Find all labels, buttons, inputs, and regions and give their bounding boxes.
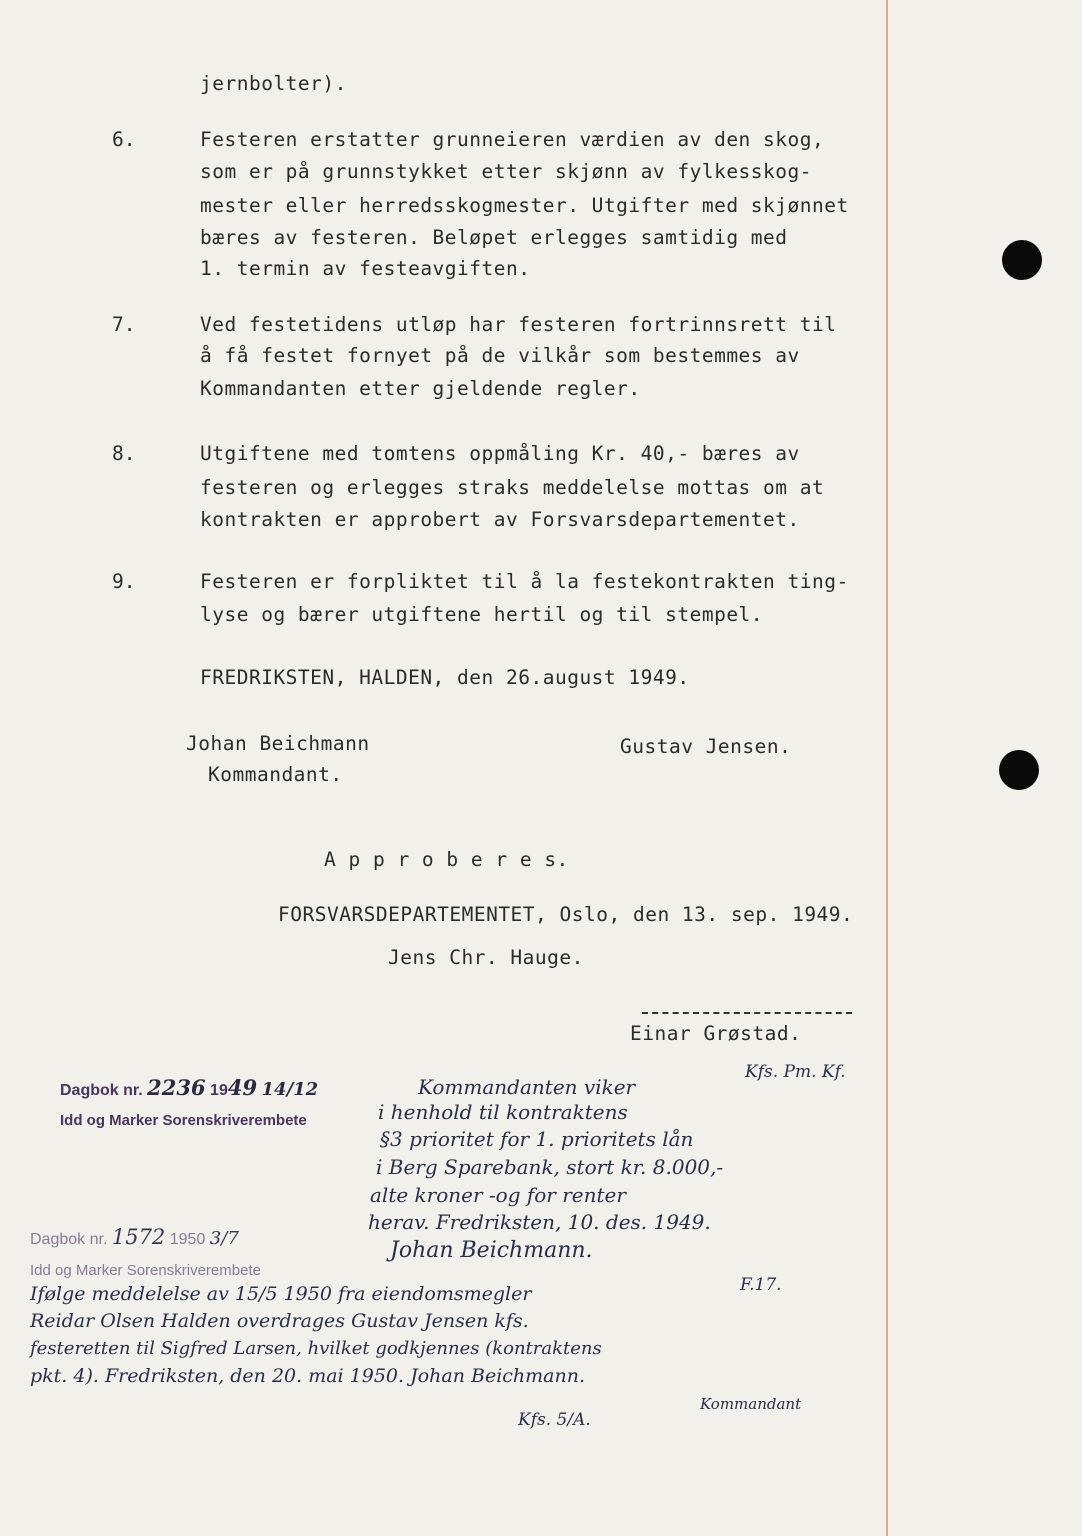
handwriting-title: Kommandant xyxy=(700,1395,802,1413)
handwriting-line: §3 prioritet for 1. prioritets lån xyxy=(380,1127,694,1151)
text-line: Kommandanten etter gjeldende regler. xyxy=(200,377,641,400)
stamp-dagbok-2 xyxy=(30,1225,239,1249)
stamp-year-prefix: 19 xyxy=(210,1082,228,1099)
place-date: FREDRIKSTEN, HALDEN, den 26.august 1949. xyxy=(200,666,690,689)
stamp-office-2: Idd og Marker Sorenskriverembete xyxy=(30,1262,261,1279)
stamp-year-suffix: 49 xyxy=(227,1075,258,1100)
item-number: 6. xyxy=(112,128,136,151)
approval-line: FORSVARSDEPARTEMENTET, Oslo, den 13. sep. 1949. xyxy=(278,903,854,926)
stamp-label: Dagbok nr. xyxy=(60,1082,143,1099)
handwriting-initials: Kfs. Pm. Kf. xyxy=(745,1062,846,1082)
stamp-dagbok-1 xyxy=(60,1075,318,1100)
approval-heading: A p p r o b e r e s. xyxy=(324,848,569,871)
signature-rule xyxy=(642,1012,852,1014)
text-line: mester eller herredsskogmester. Utgifter med skjønnet xyxy=(200,194,849,217)
item-number: 9. xyxy=(112,570,136,593)
handwriting-line: i henhold til kontraktens xyxy=(378,1100,628,1124)
text-line: Ved festetidens utløp har festeren fortrinnsrett til xyxy=(200,313,837,336)
handwriting-line: festeretten til Sigfred Larsen, hvilket godkjennes (kontraktens xyxy=(30,1338,602,1359)
handwriting-line: herav. Fredriksten, 10. des. 1949. xyxy=(368,1210,711,1234)
signer-left-title: Kommandant. xyxy=(208,763,343,786)
punch-hole-bottom xyxy=(999,750,1039,790)
stamp-office-1: Idd og Marker Sorenskriverembete xyxy=(60,1112,307,1129)
text-line: Festeren erstatter grunneieren værdien av den skog, xyxy=(200,128,825,151)
second-signer: Einar Grøstad. xyxy=(630,1022,802,1045)
stamp-number: 1572 xyxy=(111,1225,166,1249)
item-number: 7. xyxy=(112,313,136,336)
text-line: 1. termin av festeavgiften. xyxy=(200,257,531,280)
handwriting-line: i Berg Sparebank, stort kr. 8.000,- xyxy=(376,1155,724,1179)
stamp-date: 3/7 xyxy=(209,1228,239,1249)
signer-right-name: Gustav Jensen. xyxy=(620,735,792,758)
text-line: lyse og bærer utgiftene hertil og til stempel. xyxy=(200,603,764,626)
handwriting-line: Kommandanten viker xyxy=(418,1075,636,1099)
stamp-date: 14/12 xyxy=(261,1079,319,1100)
text-line: bæres av festeren. Beløpet erlegges samtidig med xyxy=(200,226,788,249)
handwriting-mark: Kfs. 5/A. xyxy=(518,1410,591,1430)
text-line: jernbolter). xyxy=(200,72,347,95)
handwriting-line: Ifølge meddelelse av 15/5 1950 fra eiendomsmegler xyxy=(30,1283,532,1305)
stamp-year: 1950 xyxy=(169,1231,206,1248)
stamp-number: 2236 xyxy=(147,1075,206,1100)
text-line: kontrakten er approbert av Forsvarsdepartementet. xyxy=(200,508,800,531)
stamp-label: Dagbok nr. xyxy=(30,1231,108,1248)
approval-signer: Jens Chr. Hauge. xyxy=(388,946,584,969)
text-line: festeren og erlegges straks meddelelse mottas om at xyxy=(200,476,825,499)
item-number: 8. xyxy=(112,442,136,465)
handwriting-line: alte kroner -og for renter xyxy=(370,1183,626,1207)
handwriting-mark: F.17. xyxy=(740,1275,782,1295)
text-line: Utgiftene med tomtens oppmåling Kr. 40,- bæres av xyxy=(200,442,800,465)
handwriting-line: Reidar Olsen Halden overdrages Gustav Jensen kfs. xyxy=(30,1310,529,1332)
handwriting-signature: Johan Beichmann. xyxy=(390,1238,593,1263)
text-line: Festeren er forpliktet til å la festekontrakten ting- xyxy=(200,570,849,593)
punch-hole-top xyxy=(1002,240,1042,280)
signer-left-name: Johan Beichmann xyxy=(186,732,370,755)
text-line: å få festet fornyet på de vilkår som bestemmes av xyxy=(200,344,800,367)
margin-rule xyxy=(886,0,888,1536)
handwriting-line: pkt. 4). Fredriksten, den 20. mai 1950. Johan Beichmann. xyxy=(30,1365,586,1387)
text-line: som er på grunnstykket etter skjønn av fylkesskog- xyxy=(200,160,812,183)
